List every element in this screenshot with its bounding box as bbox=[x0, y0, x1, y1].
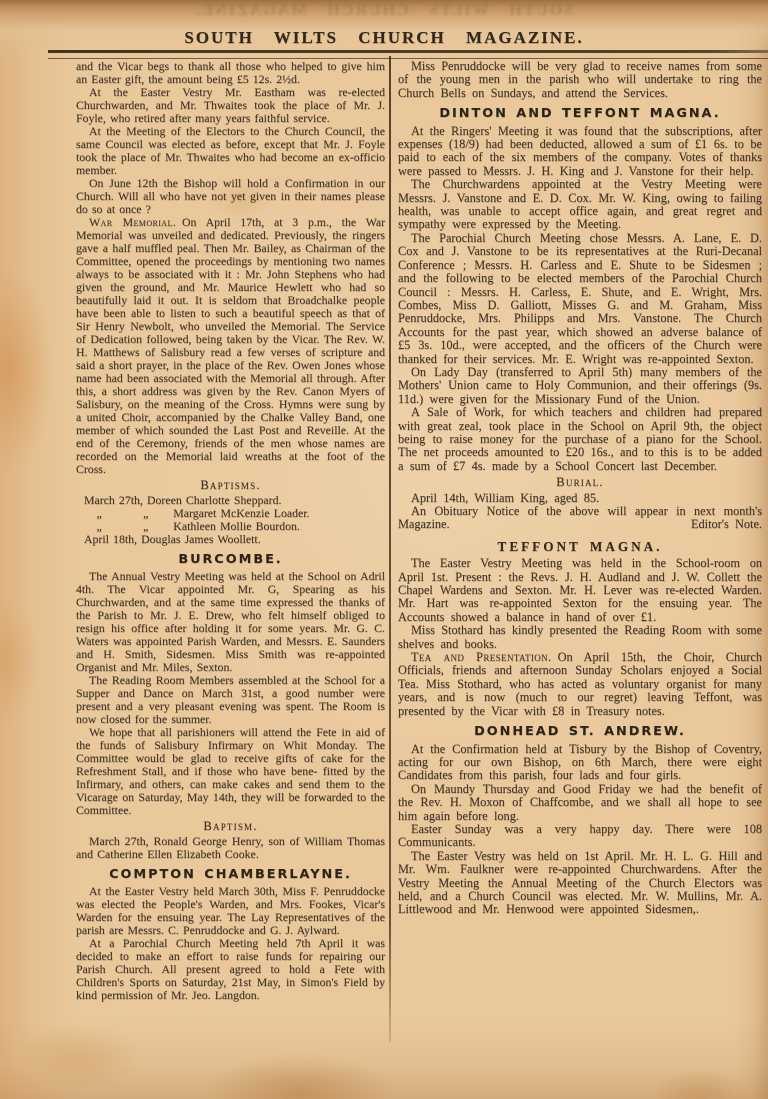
body-paragraph: and the Vicar begs to thank all those who helped to give him an Easter gift, the amount being £5 12s. 2½d. bbox=[76, 59, 385, 86]
body-paragraph: April 14th, William King, aged 85. bbox=[411, 490, 600, 505]
body-paragraph: At a Parochial Church Meeting held 7th April it was decided to make an effort to raise funds for repairing our Parish Church. All present agreed to hold a Fete with Children's Sports on Saturday, 21st May, in Simon's Field by kind permission of Mr. Jeo. Langdon. bbox=[76, 936, 385, 1002]
show-through-ghost: SOUTH WILTS CHURCH MAGAZINE. bbox=[194, 2, 574, 19]
column-divider bbox=[389, 56, 391, 1042]
smallcaps-lead: Tea and Presentation. bbox=[411, 650, 552, 665]
header-rule-thick bbox=[48, 50, 768, 53]
baptism-register bbox=[76, 494, 385, 546]
body-paragraph: Miss Stothard has kindly presented the Reading Room with some shelves and books. bbox=[398, 623, 762, 651]
body-paragraph: War Memorial. On April 17th, at 3 p.m., the War Memorial was unveiled and dedicated. Previously, the ringers gave a half muffled peal. Then Mr. Bailey, as Chairman of the Committee, opened the proceedings by mentioning two names always to be associated with it : Mr. John Stephens who had given the ground, and Mr. Maurice Hewlett who had so beautifully laid it out. It is seldom that Broadchalke people have been able to listen to such a beautiful speech as that of Sir Henry Newbolt, who unveiled the Memorial. The Service of Dedication followed, being taken by the Vicar. The Rev. W. H. Matthews of Salisbury read a few verses of scripture and said a short prayer, in the place of the Rev. Owen Jones whose name had been associated with the Memorial all through. After this, a short address was given by the Rev. Canon Myers of Salisbury, on the meaning of the Cross. Hymns were sung by a united Choir, accompanied by the Chalke Valley Band, one member of which sounded the Last Post and Reveille. At the end of the Ceremony, friends of the men whose names are recorded on the Memorial laid wreaths at the foot of the Cross. bbox=[76, 215, 386, 476]
section-heading: COMPTON CHAMBERLAYNE. bbox=[109, 867, 352, 882]
right-column bbox=[398, 60, 762, 917]
body-paragraph: The Annual Vestry Meeting was held at the School on Adril 4th. The Vicar appointed Mr. G, Spearing as his Churchwarden, and at the same time expressed the thanks of the Parish to Mr. J. E. Drew, who felt himself obliged to resign his office after holding it for some years. Mr. G. C. Waters was appointed Parish Warden, and Messrs. E. Saunders and H. Smith, Sidesmen. Miss Smith was re-appointed Organist and Mr. Miles, Sexton. bbox=[76, 569, 385, 674]
baptism-entry: March 27th, Doreen Charlotte Sheppard. bbox=[84, 493, 282, 507]
body-paragraph: The Parochial Church Meeting chose Messrs. A. Lane, E. D. Cox and J. Vanstone to be its representatives at the Ruri-Decanal Conference ; Messrs. H. Carless and E. Shute to be Sidesmen ; and the following to be elected members of the Parochial Church Council : Messrs. H. Carless, E. Shute, and E. Wright, Mrs. Combes, Miss D. Galliott, Misses G. and M. Graham, Miss Penruddocke, Mrs. Philipps and Mrs. Vanstone. The Church Accounts for the past year, which showed an adverse balance of £5 3s. 10d., were accepted, and the officers of the Church were thanked for their services. Mr. E. Wright was re-appointed Sexton. bbox=[398, 230, 762, 366]
body-paragraph: The Churchwardens appointed at the Vestry Meeting were Messrs. J. Vanstone and E. D. Cox. Mr. W. King, owing to failing health, was unable to accept office again, and great regret and sympathy were expressed by the Meeting. bbox=[398, 177, 762, 232]
section-heading: DINTON AND TEFFONT MAGNA. bbox=[439, 106, 721, 122]
body-paragraph: At the Easter Vestry Mr. Eastham was re-elected Churchwarden, and Mr. Thwaites took the place of Mr. J. Foyle, who retired after many years faithful service. bbox=[76, 85, 385, 125]
body-paragraph: Tea and Presentation. On April 15th, the Choir, Church Officials, friends and afternoon Sunday Scholars enjoyed a Social Tea. Miss Stothard, who has acted as voluntary organist for many years, and is now (much to our regret) leaving Teffont, was presented by the Vicar with £8 in Treasury notes. bbox=[398, 650, 762, 718]
baptism-entry: April 18th, Douglas James Woollett. bbox=[84, 532, 261, 546]
sub-heading: Baptisms. bbox=[200, 478, 261, 492]
baptism-entry: „ „ Kathleen Mollie Bourdon. bbox=[84, 519, 300, 533]
body-paragraph: March 27th, Ronald George Henry, son of William Thomas and Catherine Ellen Elizabeth Cooke. bbox=[76, 834, 385, 861]
section-heading: DONHEAD ST. ANDREW. bbox=[474, 724, 686, 740]
body-paragraph: At the Easter Vestry held March 30th, Miss F. Penruddocke was elected the People's Warden, and Mrs. Fookes, Vicar's Warden for the ensuing year. The Lay Representatives of the parish are Messrs. C. Penruddocke and G. J. Aylward. bbox=[76, 884, 385, 937]
body-paragraph: On Lady Day (transferred to April 5th) many members of the Mothers' Union came to Holy Communion, and their offerings (9s. 11d.) were given for the Missionary Fund of the Union. bbox=[398, 364, 762, 406]
magazine-title: SOUTH WILTS CHURCH MAGAZINE. bbox=[184, 28, 584, 47]
editor-note: Editor's Note. bbox=[691, 517, 762, 532]
body-paragraph: At the Ringers' Meeting it was found that the subscriptions, after expenses (18/9) had been deducted, allowed a sum of £1 6s. to be paid to each of the six members of the company. Votes of thanks were passed to Messrs. J. H. King and J. Vanstone for their help. bbox=[398, 123, 762, 178]
sub-heading: Baptism. bbox=[203, 819, 258, 833]
body-paragraph: A Sale of Work, for which teachers and children had prepared with great zeal, took place in the School on April 9th, the object being to raise money for the purchase of a piano for the School. The net proceeds amounted to £20 16s., and to this is to be added a sum of £7 4s. made by a School Concert last December. bbox=[398, 405, 762, 473]
body-paragraph: On June 12th the Bishop will hold a Confirmation in our Church. Will all who have not yet given in their names please do so at once ? bbox=[76, 176, 385, 216]
left-column bbox=[76, 60, 385, 1002]
editor-note-paragraph: An Obituary Notice of the above will appear in next month's Magazine. Editor's Note. bbox=[398, 504, 762, 532]
body-paragraph: Miss Penruddocke will be very glad to receive names from some of the young men in the parish who will undertake to ring the Church Bells on Sundays, and attend the Services. bbox=[398, 59, 762, 100]
body-paragraph: At the Meeting of the Electors to the Church Council, the same Council was elected as before, except that Mr. J. Foyle took the place of Mr. Thwaites who had become an ex-officio member. bbox=[76, 124, 385, 177]
body-paragraph: The Easter Vestry was held on 1st April. Mr. H. L. G. Hill and Mr. Wm. Faulkner were re-appointed Churchwardens. After the Vestry Meeting the Annual Meeting of the Church Electors was held, and a Church Council was elected. Mr. W. Mullins, Mr. A. Littlewood and Mr. Henwood were appointed Sidesmen,. bbox=[398, 848, 762, 917]
smallcaps-lead: War Memorial. bbox=[89, 215, 177, 229]
body-paragraph: At the Confirmation held at Tisbury by the Bishop of Coventry, acting for our own Bishop, on 6th March, there were eight Candidates from this parish, four lads and four girls. bbox=[398, 741, 762, 783]
baptism-entry: „ „ Margaret McKenzie Loader. bbox=[84, 506, 310, 520]
section-heading: TEFFONT MAGNA. bbox=[497, 538, 663, 554]
section-heading: BURCOMBE. bbox=[178, 552, 283, 567]
body-paragraph: We hope that all parishioners will attend the Fete in aid of the funds of Salisbury Infirmary on Whit Monday. The Committee would be glad to receive gifts of cake for the Refreshment Stall, and if those who have bene- fitted by the Infirmary, and others, can make cakes and send them to the Vicarage on Saturday, May 14th, they will be forwarded to the Committee. bbox=[76, 725, 385, 817]
sub-heading: Burial. bbox=[556, 475, 604, 490]
body-paragraph: On Maundy Thursday and Good Friday we had the benefit of the Rev. H. Moxon of Chaffcombe, and we shall all hope to see him again before long. bbox=[398, 781, 762, 823]
body-paragraph: Easter Sunday was a very happy day. There were 108 Communicants. bbox=[398, 821, 762, 850]
body-paragraph: The Easter Vestry Meeting was held in the School-room on April 1st. Present : the Revs. J. H. Audland and J. W. Collett the Chapel Wardens and Sexton. Mr. H. Lever was re-elected Warden. Mr. Hart was re-appointed Sexton for the ensuing year. The Accounts showed a balance in hand of over £1. bbox=[398, 556, 762, 624]
body-paragraph: The Reading Room Members assembled at the School for a Supper and Dance on March 31st, a good number were present and a very pleasant evening was spent. The Room is now closed for the summer. bbox=[76, 673, 385, 726]
